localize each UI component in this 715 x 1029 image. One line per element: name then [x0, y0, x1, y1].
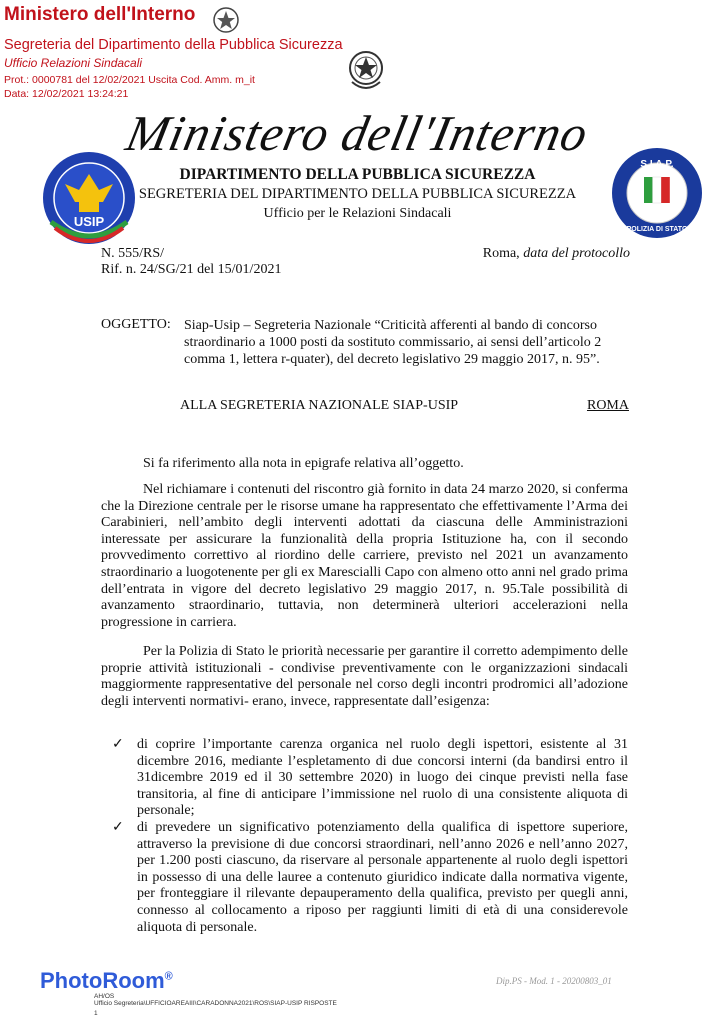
office-heading: Ufficio per le Relazioni Sindacali: [263, 206, 452, 221]
ministry-script-title: Ministero dell'Interno: [121, 105, 594, 161]
siap-logo-label: S.I.A.P.: [640, 159, 674, 170]
siap-logo-subtitle: POLIZIA DI STATO: [626, 226, 688, 233]
department-heading: DIPARTIMENTO DELLA PUBBLICA SICUREZZA: [179, 166, 536, 183]
usip-logo-label: USIP: [73, 214, 105, 229]
bullet-item: [112, 820, 628, 936]
footer-page-number: 1: [94, 1010, 98, 1017]
stamp-department: Segreteria del Dipartimento della Pubblica Sicurezza: [4, 37, 343, 53]
photoroom-mark: ®: [164, 970, 173, 983]
siap-logo: [611, 147, 703, 239]
protocol-number: N. 555/RS/: [101, 246, 165, 261]
secretariat-heading: SEGRETERIA DEL DIPARTIMENTO DELLA PUBBLICA SICUREZZA: [138, 186, 577, 202]
photoroom-watermark: [40, 968, 173, 994]
usip-logo: [41, 150, 137, 246]
footer-path-text: Ufficio Segreteria\UFFICIOAREAIII\CARADONNA2021\ROS\SIAP-USIP RISPOSTE: [94, 1000, 337, 1007]
photoroom-text: PhotoRoom: [40, 968, 165, 993]
body-paragraph-1: Si fa riferimento alla nota in epigrafe relativa all’oggetto.: [143, 456, 464, 471]
recipient-name: ALLA SEGRETERIA NAZIONALE SIAP-USIP: [180, 398, 459, 413]
bullet-text: di prevedere un significativo potenziamento della qualifica di ispettore superiore, attraverso la previsione di due concorsi straordinari, nell’anno 2026 e nell’anno 2027, per 1.200 posti ciascuno, da riservare al personale appartenente al ruolo degli ispettori in possesso di una delle lauree a contenuto giuridico indicate dalla normativa vigente, per fronteggiare il rilevante depauperamento della qualifica, previsto per quegli anni, connesso al collocamento a riposo per raggiunti limiti di età di una considerevole aliquota di personale.: [137, 820, 628, 935]
stamp-date: Data: 12/02/2021 13:24:21: [4, 88, 129, 100]
reference-number: Rif. n. 24/SG/21 del 15/01/2021: [101, 262, 282, 277]
footer-author: AH/OS: [94, 993, 115, 1000]
check-icon: ✓: [112, 820, 124, 835]
stamp-office: Ufficio Relazioni Sindacali: [4, 56, 143, 70]
bullet-item: [112, 737, 628, 820]
body-paragraph-2: Nel richiamare i contenuti del riscontro già fornito in data 24 marzo 2020, si conferma che la Direzione centrale per le risorse umane ha rappresentato che effettivamente l’Arma dei Carabinieri, nell’ambito degli interventi adottati da ciascuna delle Amministrazioni interessate per assicurare la funzionalità della propria Istituzione ha, con il secondo provvedimento correttivo al riordino delle carriere, previsto nel 2021 un avanzamento straordinario a luogotenente per gli ex Marescialli Capo con almeno otto anni nel grado prima dell’entrata in vigore del decreto legislativo 29 maggio 2017, n. 95.Tale possibilità di avanzamento straordinario, tuttavia, non determinerà ulteriori accelerazioni nella progressione in carriera.: [101, 482, 628, 630]
footer-model-code: Dip.PS - Mod. 1 - 20200803_01: [496, 976, 612, 986]
stamp-title: Ministero dell'Interno: [4, 4, 196, 25]
check-icon: ✓: [112, 737, 124, 752]
republic-emblem-icon: [346, 44, 386, 94]
footer-file-path: [94, 993, 337, 1007]
emblem-small-icon: [212, 5, 240, 35]
place-italic: data del protocollo: [523, 246, 630, 261]
place-date: [483, 246, 630, 262]
subject-text: Siap-Usip – Segreteria Nazionale “Criticità afferenti al bando di concorso straordinario a 1000 posti da sostituto commissario, ai sensi dell’articolo 2 comma 1, lettera r-quater), del decreto legislativo 29 maggio 2017, n. 95”.: [184, 318, 602, 367]
bullet-text: di coprire l’importante carenza organica nel ruolo degli ispettori, esistente al 31 dicembre 2016, mediante l’espletamento di due concorsi interni (da bandirsi entro il 31dicembre 2019 ed il 30 settembre 2020) in luogo dei cinque previsti nella fase transitoria, al fine di anticipare l’immissione nel ruolo di una consistente aliquota di personale;: [137, 737, 628, 819]
subject-label: OGGETTO:: [101, 317, 171, 332]
place-text: Roma,: [482, 246, 524, 261]
recipient-city: ROMA: [586, 398, 629, 413]
body-paragraph-3: Per la Polizia di Stato le priorità necessarie per garantire il corretto adempimento delle proprie attività istituzionali - condivise preventivamente con le organizzazioni sindacali maggiormente rappresentative del personale nel corso degli incontri prodromici all’adozione degli interventi normativi- erano, invece, rappresentate dall’esigenza:: [101, 644, 628, 709]
stamp-protocol: Prot.: 0000781 del 12/02/2021 Uscita Cod. Amm. m_it: [4, 74, 255, 86]
